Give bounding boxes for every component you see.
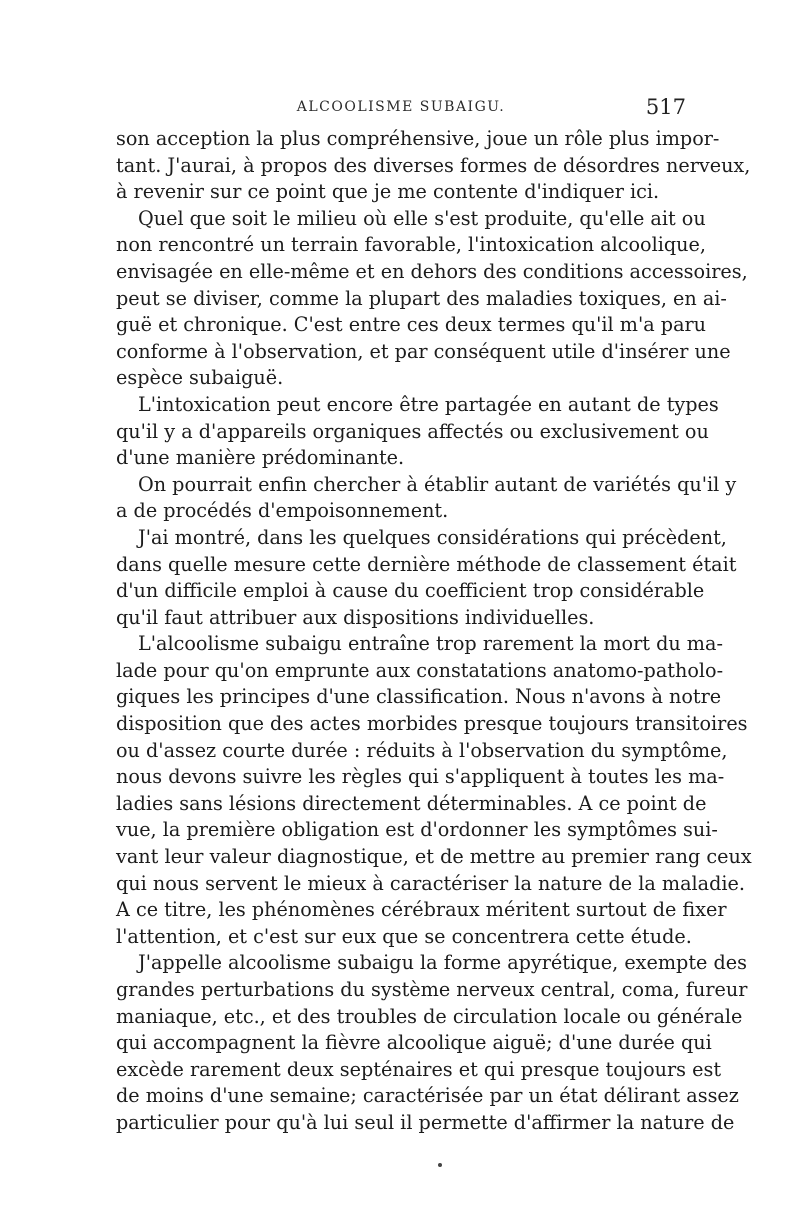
text-line: tant. J'aurai, à propos des diverses formes de désordres nerveux, [116,153,751,177]
text-line: On pourrait enfin chercher à établir autant de variétés qu'il y [138,472,737,496]
text-line: a de procédés d'empoisonnement. [116,499,449,523]
text-line: de moins d'une semaine; caractérisée par un état délirant assez [116,1084,739,1108]
text-line: conforme à l'observation, et par conséquent utile d'insérer une [116,339,731,363]
text-line: disposition que des actes morbides presque toujours transitoires [116,712,748,736]
text-line: ou d'assez courte durée : réduits à l'observation du symptôme, [116,738,728,762]
text-line: nous devons suivre les règles qui s'appliquent à toutes les ma- [116,765,725,789]
text-line: particulier pour qu'à lui seul il permette d'affirmer la nature de [116,1110,735,1134]
text-line: L'intoxication peut encore être partagée en autant de types [138,392,719,416]
text-line: A ce titre, les phénomènes cérébraux méritent surtout de fixer [116,898,727,922]
text-line: qui nous servent le mieux à caractériser la nature de la maladie. [116,871,745,895]
text-line: qu'il y a d'appareils organiques affectés ou exclusivement ou [116,419,709,443]
text-line: Quel que soit le milieu où elle s'est produite, qu'elle ait ou [138,206,706,230]
text-line: espèce subaiguë. [116,366,284,390]
text-line: d'une manière prédominante. [116,446,405,470]
text-line: giques les principes d'une classification. Nous n'avons à notre [116,685,722,709]
page-number: 517 [645,95,686,119]
text-line: J'appelle alcoolisme subaigu la forme apyrétique, exempte des [138,951,747,975]
running-head [116,95,686,125]
text-line: L'alcoolisme subaigu entraîne trop rarement la mort du ma- [138,632,723,656]
text-line: vue, la première obligation est d'ordonner les symptômes sui- [116,818,718,842]
text-line: qu'il faut attribuer aux dispositions individuelles. [116,605,595,629]
text-line: l'attention, et c'est sur eux que se concentrera cette étude. [116,924,692,948]
text-line: guë et chronique. C'est entre ces deux termes qu'il m'a paru [116,313,707,337]
running-title: ALCOOLISME SUBAIGU. [296,99,506,115]
text-line: peut se diviser, comme la plupart des maladies toxiques, en ai- [116,286,727,310]
text-line: maniaque, etc., et des troubles de circulation locale ou générale [116,1004,743,1028]
text-line: lade pour qu'on emprunte aux constatations anatomo-patholo- [116,658,724,682]
body-text [116,126,752,1137]
text-line: d'un difficile emploi à cause du coefficient trop considérable [116,579,705,603]
text-line: dans quelle mesure cette dernière méthode de classement était [116,552,737,576]
text-line: à revenir sur ce point que je me contente d'indiquer ici. [116,180,660,204]
text-line: non rencontré un terrain favorable, l'intoxication alcoolique, [116,233,706,257]
text-line: envisagée en elle-même et en dehors des conditions accessoires, [116,259,748,283]
text-line: vant leur valeur diagnostique, et de mettre au premier rang ceux [116,845,752,869]
printer-mark [438,1163,442,1167]
text-line: ladies sans lésions directement déterminables. A ce point de [116,791,707,815]
text-line: son acception la plus compréhensive, joue un rôle plus impor- [116,127,720,150]
text-line: J'ai montré, dans les quelques considérations qui précèdent, [138,525,727,549]
text-line: excède rarement deux septénaires et qui presque toujours est [116,1057,722,1081]
text-line: qui accompagnent la fièvre alcoolique aiguë; d'une durée qui [116,1031,712,1055]
text-line: grandes perturbations du système nerveux central, coma, fureur [116,978,748,1001]
